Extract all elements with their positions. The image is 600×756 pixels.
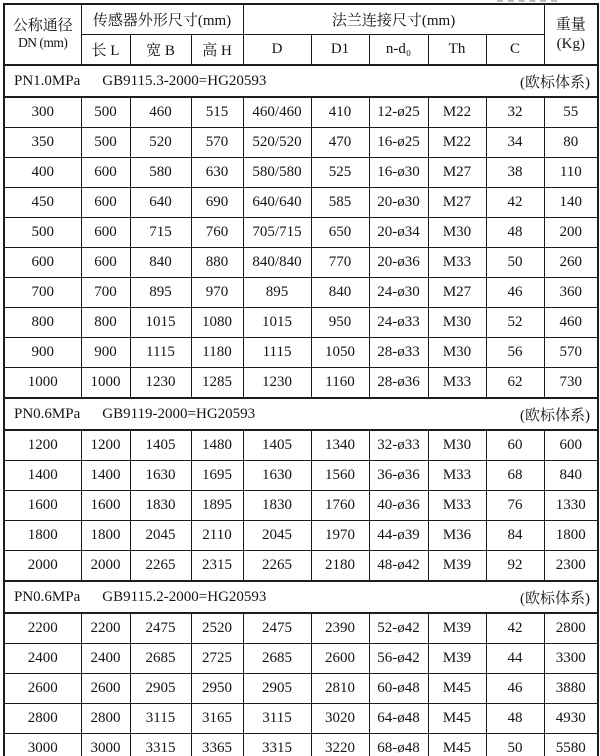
header-flange-dimensions-group: 法兰连接尺寸(mm): [243, 4, 544, 35]
cell-col8: 50: [486, 734, 544, 756]
cell-col1: 600: [81, 248, 130, 278]
cell-col2: 2905: [130, 674, 191, 704]
cell-col4: 3315: [243, 734, 311, 756]
table-row: [4, 461, 598, 491]
cell-col0: 2600: [4, 674, 81, 704]
cell-col5: 1760: [311, 491, 369, 521]
header-d: D: [243, 35, 311, 66]
cell-col4: 2905: [243, 674, 311, 704]
cell-col2: 640: [130, 188, 191, 218]
cell-col3: 1080: [191, 308, 243, 338]
cell-col9: 360: [544, 278, 598, 308]
cell-col7: M27: [428, 158, 486, 188]
cell-col7: M33: [428, 248, 486, 278]
cell-col4: 1405: [243, 430, 311, 461]
cell-col6: 24-ø33: [369, 308, 428, 338]
cell-col3: 2950: [191, 674, 243, 704]
cell-col2: 1230: [130, 368, 191, 399]
cell-col4: 705/715: [243, 218, 311, 248]
cell-col5: 3020: [311, 704, 369, 734]
cell-col0: 1400: [4, 461, 81, 491]
cell-col8: 32: [486, 97, 544, 128]
table-body: [4, 65, 598, 756]
cell-col9: 5580: [544, 734, 598, 756]
cell-col9: 570: [544, 338, 598, 368]
cell-col9: 1330: [544, 491, 598, 521]
cell-col0: 900: [4, 338, 81, 368]
cell-col4: 640/640: [243, 188, 311, 218]
cell-col4: 840/840: [243, 248, 311, 278]
cell-col6: 20-ø30: [369, 188, 428, 218]
cell-col1: 1000: [81, 368, 130, 399]
cell-col1: 1200: [81, 430, 130, 461]
cell-col9: 2800: [544, 613, 598, 644]
cell-col3: 970: [191, 278, 243, 308]
cell-col8: 34: [486, 128, 544, 158]
header-height: 高 H: [191, 35, 243, 66]
cell-col5: 470: [311, 128, 369, 158]
section-system-label: (欧标体系): [520, 407, 591, 424]
section-header-content: [5, 71, 597, 92]
cell-col2: 1115: [130, 338, 191, 368]
cell-col0: 2800: [4, 704, 81, 734]
table-row: [4, 368, 598, 399]
header-c: C: [486, 35, 544, 66]
section-standard-label: GB9119-2000=HG20593: [102, 405, 256, 422]
cell-col3: 1180: [191, 338, 243, 368]
cell-col9: 1800: [544, 521, 598, 551]
cell-col1: 2800: [81, 704, 130, 734]
cell-col9: 3880: [544, 674, 598, 704]
table-row: [4, 97, 598, 128]
header-nominal-diameter-title: 公称通径: [12, 17, 73, 34]
cell-col4: 1830: [243, 491, 311, 521]
cell-col9: 260: [544, 248, 598, 278]
header-d1: D1: [311, 35, 369, 66]
cell-col4: 3115: [243, 704, 311, 734]
table-header: [4, 4, 598, 65]
cell-col6: 24-ø30: [369, 278, 428, 308]
cell-col6: 60-ø48: [369, 674, 428, 704]
cell-col1: 1800: [81, 521, 130, 551]
table-row: [4, 430, 598, 461]
table-row: [4, 551, 598, 582]
cell-col8: 76: [486, 491, 544, 521]
cell-col3: 2725: [191, 644, 243, 674]
cell-col5: 1340: [311, 430, 369, 461]
cell-col6: 40-ø36: [369, 491, 428, 521]
header-n-d0: n-d₀: [369, 35, 428, 66]
cell-col7: M30: [428, 218, 486, 248]
cell-col1: 500: [81, 97, 130, 128]
cell-col4: 1230: [243, 368, 311, 399]
cell-col6: 16-ø25: [369, 128, 428, 158]
cell-col0: 450: [4, 188, 81, 218]
cell-col5: 3220: [311, 734, 369, 756]
header-nominal-diameter: [4, 4, 81, 65]
cell-col6: 48-ø42: [369, 551, 428, 582]
cell-col1: 600: [81, 218, 130, 248]
cell-col2: 3115: [130, 704, 191, 734]
section-system-label: (欧标体系): [520, 74, 591, 91]
cell-col3: 760: [191, 218, 243, 248]
cell-col9: 140: [544, 188, 598, 218]
section-pressure-label: PN1.0MPa: [14, 72, 81, 89]
cell-col6: 32-ø33: [369, 430, 428, 461]
cell-col1: 2400: [81, 644, 130, 674]
cell-col2: 2045: [130, 521, 191, 551]
cell-col8: 50: [486, 248, 544, 278]
cell-col7: M33: [428, 368, 486, 399]
cell-col7: M45: [428, 704, 486, 734]
cell-col2: 895: [130, 278, 191, 308]
table-row: [4, 734, 598, 756]
cell-col8: 48: [486, 704, 544, 734]
cell-col2: 520: [130, 128, 191, 158]
cell-col4: 1015: [243, 308, 311, 338]
section-header-cell: [4, 398, 598, 430]
cell-col1: 700: [81, 278, 130, 308]
table-row: [4, 218, 598, 248]
scan-artifact: [497, 0, 557, 2]
cell-col7: M39: [428, 551, 486, 582]
cell-col8: 62: [486, 368, 544, 399]
cell-col5: 1970: [311, 521, 369, 551]
table-row: [4, 188, 598, 218]
cell-col6: 20-ø36: [369, 248, 428, 278]
cell-col3: 2315: [191, 551, 243, 582]
cell-col9: 460: [544, 308, 598, 338]
table-row: [4, 248, 598, 278]
cell-col0: 2200: [4, 613, 81, 644]
cell-col2: 1830: [130, 491, 191, 521]
cell-col9: 80: [544, 128, 598, 158]
cell-col1: 1400: [81, 461, 130, 491]
cell-col7: M33: [428, 491, 486, 521]
cell-col1: 800: [81, 308, 130, 338]
cell-col0: 600: [4, 248, 81, 278]
cell-col3: 1695: [191, 461, 243, 491]
cell-col9: 110: [544, 158, 598, 188]
table-row: [4, 521, 598, 551]
cell-col0: 300: [4, 97, 81, 128]
section-header-content: [5, 587, 597, 608]
header-weight-title: 重量: [555, 16, 586, 33]
cell-col0: 3000: [4, 734, 81, 756]
cell-col3: 2520: [191, 613, 243, 644]
cell-col1: 1600: [81, 491, 130, 521]
cell-col7: M36: [428, 521, 486, 551]
table-row: [4, 674, 598, 704]
cell-col3: 515: [191, 97, 243, 128]
cell-col9: 200: [544, 218, 598, 248]
cell-col7: M39: [428, 613, 486, 644]
cell-col2: 3315: [130, 734, 191, 756]
section-standard-label: GB9115.2-2000=HG20593: [102, 588, 267, 605]
cell-col2: 1015: [130, 308, 191, 338]
cell-col7: M45: [428, 734, 486, 756]
table-row: [4, 308, 598, 338]
cell-col1: 900: [81, 338, 130, 368]
cell-col5: 1560: [311, 461, 369, 491]
cell-col9: 730: [544, 368, 598, 399]
cell-col5: 1050: [311, 338, 369, 368]
cell-col3: 570: [191, 128, 243, 158]
section-pressure-label: PN0.6MPa: [14, 405, 81, 422]
cell-col7: M39: [428, 644, 486, 674]
cell-col0: 800: [4, 308, 81, 338]
cell-col7: M27: [428, 188, 486, 218]
cell-col8: 44: [486, 644, 544, 674]
cell-col7: M45: [428, 674, 486, 704]
header-weight: [544, 4, 598, 65]
header-th: Th: [428, 35, 486, 66]
cell-col1: 500: [81, 128, 130, 158]
cell-col2: 580: [130, 158, 191, 188]
cell-col2: 2265: [130, 551, 191, 582]
cell-col5: 1160: [311, 368, 369, 399]
cell-col0: 2000: [4, 551, 81, 582]
table-row: [4, 644, 598, 674]
section-header-row: [4, 581, 598, 613]
cell-col9: 55: [544, 97, 598, 128]
cell-col1: 3000: [81, 734, 130, 756]
header-length: 长 L: [81, 35, 130, 66]
cell-col7: M30: [428, 308, 486, 338]
cell-col5: 525: [311, 158, 369, 188]
cell-col8: 68: [486, 461, 544, 491]
cell-col6: 16-ø30: [369, 158, 428, 188]
cell-col0: 1000: [4, 368, 81, 399]
cell-col8: 52: [486, 308, 544, 338]
cell-col6: 20-ø34: [369, 218, 428, 248]
section-pressure-label: PN0.6MPa: [14, 588, 81, 605]
table-row: [4, 158, 598, 188]
cell-col0: 1800: [4, 521, 81, 551]
cell-col5: 770: [311, 248, 369, 278]
cell-col5: 410: [311, 97, 369, 128]
cell-col3: 690: [191, 188, 243, 218]
cell-col6: 44-ø39: [369, 521, 428, 551]
cell-col8: 60: [486, 430, 544, 461]
cell-col0: 1200: [4, 430, 81, 461]
cell-col8: 42: [486, 613, 544, 644]
cell-col0: 1600: [4, 491, 81, 521]
cell-col2: 840: [130, 248, 191, 278]
cell-col3: 630: [191, 158, 243, 188]
cell-col0: 700: [4, 278, 81, 308]
cell-col5: 840: [311, 278, 369, 308]
cell-col2: 460: [130, 97, 191, 128]
cell-col2: 2475: [130, 613, 191, 644]
cell-col1: 2200: [81, 613, 130, 644]
cell-col0: 400: [4, 158, 81, 188]
cell-col6: 52-ø42: [369, 613, 428, 644]
cell-col1: 2600: [81, 674, 130, 704]
header-width: 宽 B: [130, 35, 191, 66]
cell-col2: 1630: [130, 461, 191, 491]
cell-col3: 1285: [191, 368, 243, 399]
dimension-spec-table: [3, 3, 599, 756]
section-header-content: [5, 404, 597, 425]
cell-col5: 585: [311, 188, 369, 218]
cell-col4: 2045: [243, 521, 311, 551]
cell-col7: M30: [428, 430, 486, 461]
header-weight-unit: (Kg): [556, 35, 585, 52]
cell-col2: 715: [130, 218, 191, 248]
cell-col7: M30: [428, 338, 486, 368]
cell-col6: 64-ø48: [369, 704, 428, 734]
cell-col5: 2600: [311, 644, 369, 674]
cell-col1: 2000: [81, 551, 130, 582]
cell-col5: 2810: [311, 674, 369, 704]
cell-col1: 600: [81, 158, 130, 188]
cell-col4: 1115: [243, 338, 311, 368]
cell-col4: 895: [243, 278, 311, 308]
section-header-row: [4, 65, 598, 97]
cell-col3: 3165: [191, 704, 243, 734]
cell-col4: 2265: [243, 551, 311, 582]
cell-col4: 580/580: [243, 158, 311, 188]
cell-col9: 600: [544, 430, 598, 461]
section-standard-label: GB9115.3-2000=HG20593: [102, 72, 267, 89]
cell-col4: 2475: [243, 613, 311, 644]
cell-col6: 68-ø48: [369, 734, 428, 756]
cell-col7: M22: [428, 97, 486, 128]
cell-col5: 2180: [311, 551, 369, 582]
table-row: [4, 278, 598, 308]
cell-col9: 840: [544, 461, 598, 491]
cell-col8: 46: [486, 278, 544, 308]
section-header-row: [4, 398, 598, 430]
cell-col6: 28-ø33: [369, 338, 428, 368]
cell-col0: 2400: [4, 644, 81, 674]
cell-col8: 46: [486, 674, 544, 704]
cell-col8: 84: [486, 521, 544, 551]
table-row: [4, 338, 598, 368]
table-row: [4, 128, 598, 158]
cell-col2: 2685: [130, 644, 191, 674]
cell-col9: 4930: [544, 704, 598, 734]
cell-col0: 350: [4, 128, 81, 158]
cell-col5: 650: [311, 218, 369, 248]
cell-col6: 36-ø36: [369, 461, 428, 491]
cell-col4: 520/520: [243, 128, 311, 158]
cell-col1: 600: [81, 188, 130, 218]
table-row: [4, 491, 598, 521]
cell-col3: 1480: [191, 430, 243, 461]
cell-col3: 3365: [191, 734, 243, 756]
cell-col4: 2685: [243, 644, 311, 674]
cell-col8: 42: [486, 188, 544, 218]
cell-col9: 2300: [544, 551, 598, 582]
table-row: [4, 613, 598, 644]
cell-col3: 880: [191, 248, 243, 278]
section-header-cell: [4, 65, 598, 97]
section-header-cell: [4, 581, 598, 613]
cell-col0: 500: [4, 218, 81, 248]
cell-col8: 48: [486, 218, 544, 248]
header-nominal-diameter-unit: DN (mm): [18, 35, 68, 51]
cell-col8: 38: [486, 158, 544, 188]
header-sensor-dimensions-group: 传感器外形尺寸(mm): [81, 4, 243, 35]
cell-col3: 2110: [191, 521, 243, 551]
cell-col8: 92: [486, 551, 544, 582]
table-row: [4, 704, 598, 734]
cell-col5: 950: [311, 308, 369, 338]
cell-col4: 460/460: [243, 97, 311, 128]
cell-col6: 56-ø42: [369, 644, 428, 674]
cell-col2: 1405: [130, 430, 191, 461]
cell-col7: M27: [428, 278, 486, 308]
cell-col7: M33: [428, 461, 486, 491]
cell-col9: 3300: [544, 644, 598, 674]
cell-col6: 12-ø25: [369, 97, 428, 128]
cell-col7: M22: [428, 128, 486, 158]
cell-col6: 28-ø36: [369, 368, 428, 399]
cell-col4: 1630: [243, 461, 311, 491]
cell-col3: 1895: [191, 491, 243, 521]
cell-col8: 56: [486, 338, 544, 368]
cell-col5: 2390: [311, 613, 369, 644]
section-system-label: (欧标体系): [520, 590, 591, 607]
